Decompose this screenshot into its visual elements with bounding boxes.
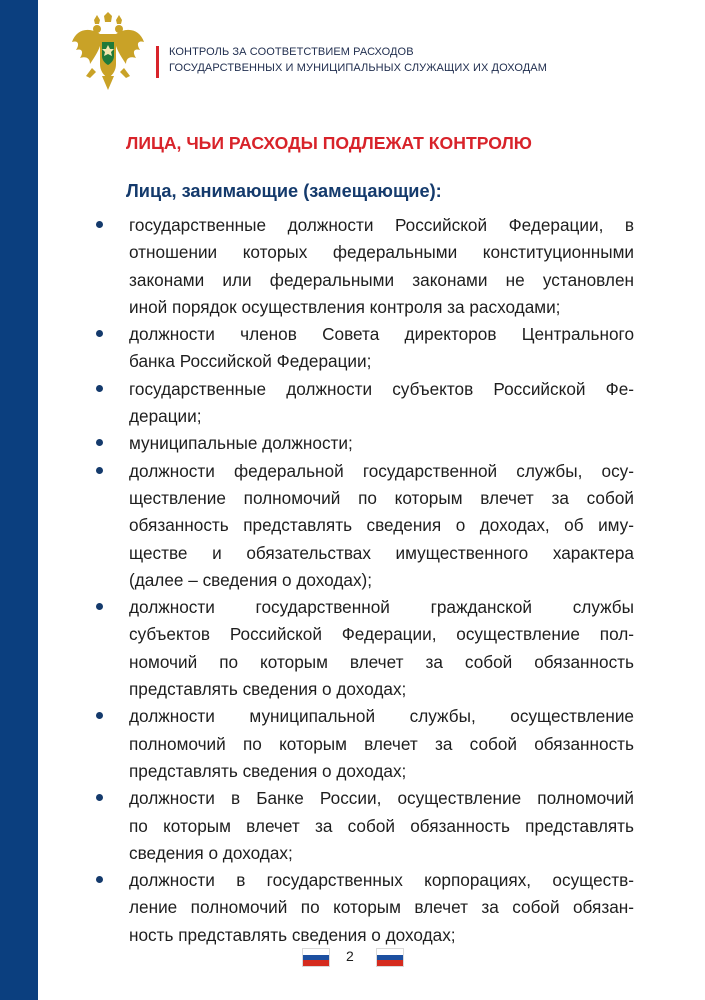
header-line-1: КОНТРОЛЬ ЗА СООТВЕТСТВИЕМ РАСХОДОВ: [169, 46, 414, 58]
list-item-line: муниципальные должности;: [129, 433, 353, 454]
list-item-line: государственные должности субъектов Российской Фе-: [129, 378, 634, 399]
list-item-line: ность представлять сведения о доходах;: [129, 924, 456, 945]
list-item-line: должности государственной гражданской службы: [129, 597, 634, 618]
list-item: [0, 430, 705, 457]
page-footer: [0, 944, 705, 970]
double-headed-eagle-emblem-icon: [70, 12, 146, 92]
bullet-dot-icon: [96, 603, 103, 610]
header-red-divider: [156, 46, 159, 78]
list-item-line: ление полномочий по которым влечет за собой обязан-: [129, 897, 634, 918]
russian-flag-icon: [302, 948, 330, 967]
section-title: ЛИЦА, ЧЬИ РАСХОДЫ ПОДЛЕЖАТ КОНТРОЛЮ: [126, 133, 532, 153]
list-item: [0, 594, 705, 703]
header-line-2: ГОСУДАРСТВЕННЫХ И МУНИЦИПАЛЬНЫХ СЛУЖАЩИХ ИХ ДОХОДАМ: [169, 62, 547, 74]
list-item-line: полномочий по которым влечет за собой обязанность: [129, 733, 634, 754]
list-item-line: дерации;: [129, 406, 202, 427]
list-item-line: государственные должности Российской Федерации, в: [129, 215, 634, 235]
list-item-line: (далее – сведения о доходах);: [129, 569, 373, 590]
list-item-line: по которым влечет за собой обязанность представлять: [129, 815, 634, 836]
list-item-line: ществе и обязательствах имущественного характера: [129, 542, 634, 563]
list-item-line: должности муниципальной службы, осуществление: [129, 706, 634, 727]
list-item-line: законами или федеральными законами не установлен: [129, 269, 634, 290]
list-item-line: должности в Банке России, осуществление полномочий: [129, 788, 634, 809]
bullet-dot-icon: [96, 330, 103, 337]
positions-bullet-list: [0, 212, 705, 949]
list-item-line: обязанность представлять сведения о доходах, об иму-: [129, 515, 634, 536]
flag-stripe-red: [377, 960, 403, 966]
list-item-line: банка Российской Федерации;: [129, 351, 372, 372]
bullet-dot-icon: [96, 794, 103, 801]
bullet-dot-icon: [96, 439, 103, 446]
list-item-line: сведения о доходах;: [129, 842, 293, 863]
bullet-dot-icon: [96, 221, 103, 228]
list-item-line: должности членов Совета директоров Центрального: [129, 324, 634, 345]
list-item-line: ществление полномочий по которым влечет за собой: [129, 487, 634, 508]
list-item-line: иной порядок осуществления контроля за расходами;: [129, 296, 561, 317]
list-item: [0, 867, 705, 949]
list-item-line: должности в государственных корпорациях, осуществ-: [129, 870, 634, 891]
list-item-line: номочий по которым влечет за собой обязанность: [129, 651, 634, 672]
list-item: [0, 376, 705, 431]
bullet-dot-icon: [96, 467, 103, 474]
running-header: [169, 44, 547, 76]
list-item: [0, 458, 705, 594]
list-item: [0, 703, 705, 785]
bullet-dot-icon: [96, 385, 103, 392]
page-number: 2: [346, 948, 354, 964]
russian-flag-icon: [376, 948, 404, 967]
list-item-line: субъектов Российской Федерации, осуществление пол-: [129, 624, 634, 645]
list-item-line: представлять сведения о доходах;: [129, 679, 407, 700]
list-item: [0, 212, 705, 321]
list-item-line: отношении которых федеральными конституционными: [129, 242, 634, 263]
list-item: [0, 785, 705, 867]
list-item-line: представлять сведения о доходах;: [129, 760, 407, 781]
list-item-line: должности федеральной государственной службы, осу-: [129, 460, 634, 481]
list-subheading: Лица, занимающие (замещающие):: [126, 181, 442, 201]
bullet-dot-icon: [96, 876, 103, 883]
flag-stripe-red: [303, 960, 329, 966]
list-item: [0, 321, 705, 376]
bullet-dot-icon: [96, 712, 103, 719]
